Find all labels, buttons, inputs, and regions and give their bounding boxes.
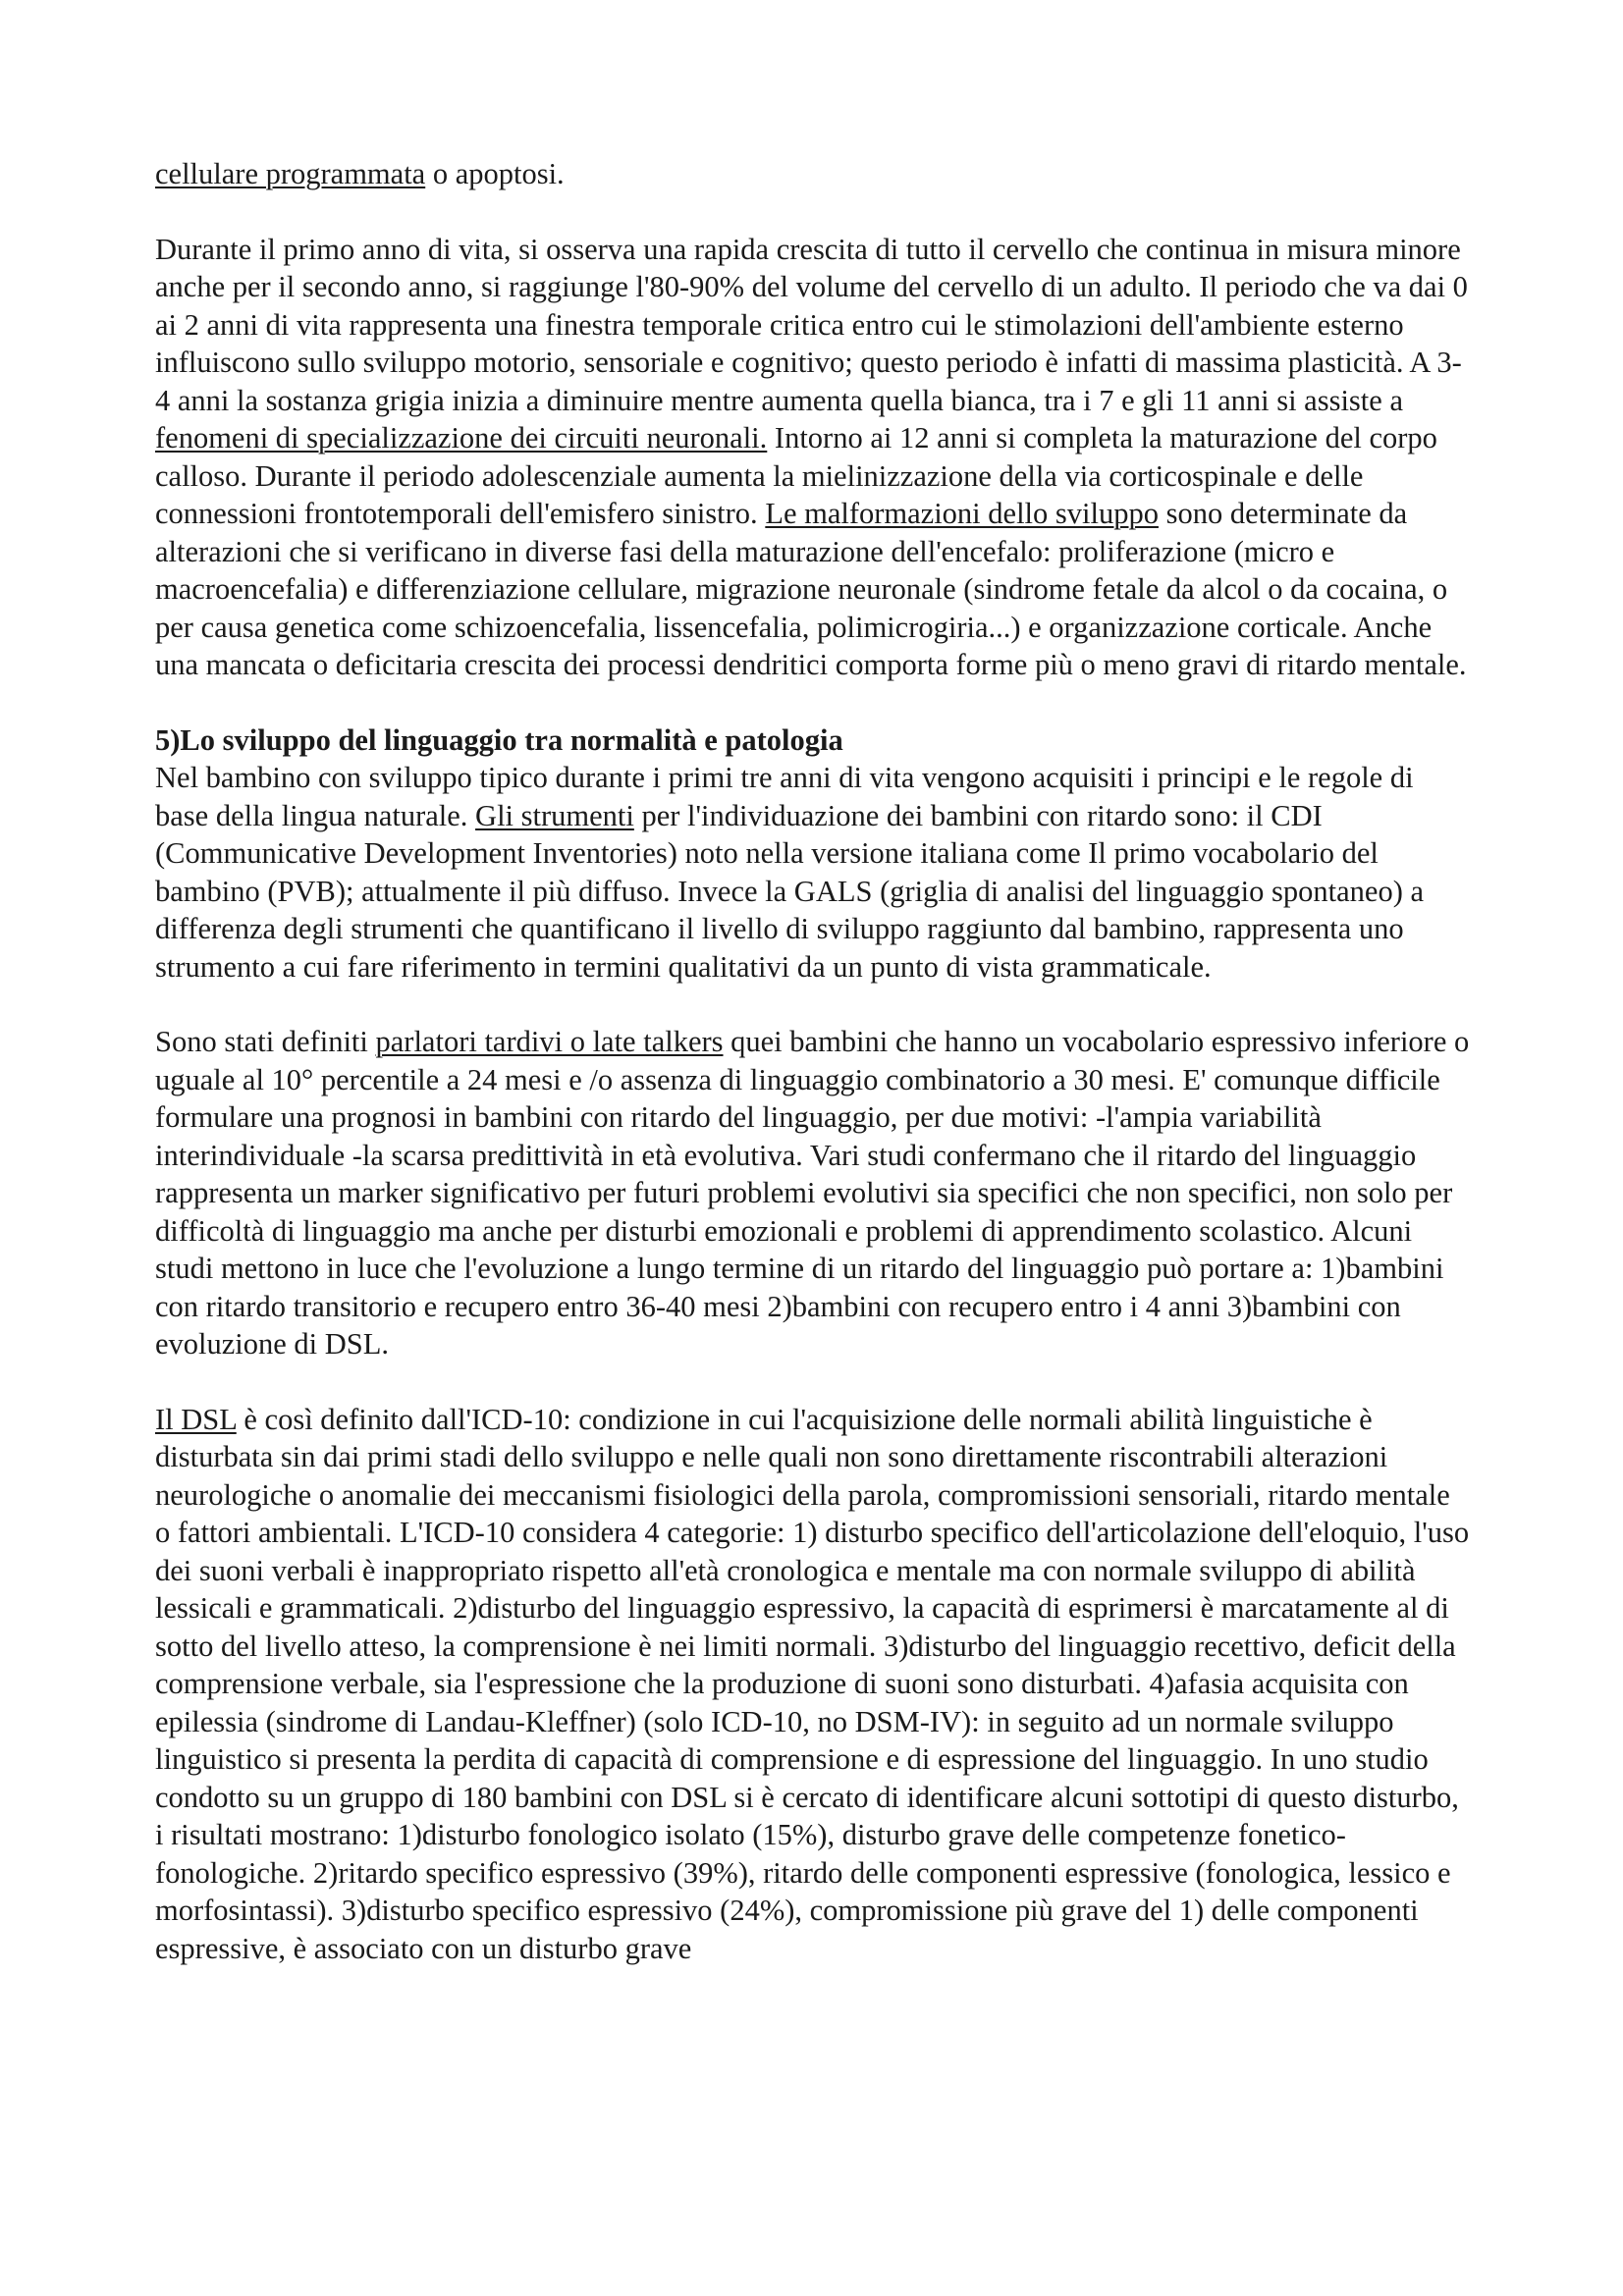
- paragraph-text: o apoptosi.: [425, 157, 565, 190]
- paragraph-text: Nel bambino con sviluppo tipico durante i primi tre anni di vita vengono acquisiti i principi e le regole di base della lingua naturale.: [155, 761, 1414, 832]
- paragraph-late-talkers: [155, 1023, 1471, 1363]
- document-page: [155, 155, 1471, 2004]
- underlined-term: parlatori tardivi o late talkers: [375, 1025, 724, 1058]
- paragraph-text: per l'individuazione dei bambini con ritardo sono: il CDI (Communicative Development Inventories) noto nella versione italiana come Il primo vocabolario del bambino (PVB); attualmente il più diffuso. Invece la GALS (griglia di analisi del linguaggio spontaneo) a differenza degli strumenti che quantificano il livello di sviluppo raggiunto dal bambino, rappresenta uno strumento a cui fare riferimento in termini qualitativi da un punto di vista grammaticale.: [155, 798, 1425, 984]
- underlined-term: Le malformazioni dello sviluppo: [765, 497, 1159, 530]
- paragraph-text: Durante il primo anno di vita, si osserva una rapida crescita di tutto il cervello che continua in misura minore anche per il secondo anno, si raggiunge l'80-90% del volume del cervello di un adulto. Il periodo che va dai 0 ai 2 anni di vita rappresenta una finestra temporale critica entro cui le stimolazioni dell'ambiente esterno influiscono sullo sviluppo motorio, sensoriale e cognitivo; questo periodo è infatti di massima plasticità. A 3-4 anni la sostanza grigia inizia a diminuire mentre aumenta quella bianca, tra i 7 e gli 11 anni si assiste a: [155, 232, 1468, 417]
- section-heading: 5)Lo sviluppo del linguaggio tra normalità e patologia: [155, 722, 843, 757]
- paragraph-text: è così definito dall'ICD-10: condizione in cui l'acquisizione delle normali abilità linguistiche è disturbata sin dai primi stadi dello sviluppo e nelle quali non sono direttamente riscontrabili alterazioni neurologiche o anomalie dei meccanismi fisiologici della parola, compromissioni sensoriali, ritardo mentale o fattori ambientali. L'ICD-10 considera 4 categorie: 1) disturbo specifico dell'articolazione dell'eloquio, l'uso dei suoni verbali è inappropriato rispetto all'età cronologica e mentale ma con normale sviluppo di abilità lessicali e grammaticali. 2)disturbo del linguaggio espressivo, la capacità di esprimersi è marcatamente al di sotto del livello atteso, la comprensione è nei limiti normali. 3)disturbo del linguaggio recettivo, deficit della comprensione verbale, sia l'espressione che la produzione di suoni sono disturbati. 4)afasia acquisita con epilessia (sindrome di Landau-Kleffner) (solo ICD-10, no DSM-IV): in seguito ad un normale sviluppo linguistico si presenta la perdita di capacità di comprensione e di espressione del linguaggio. In uno studio condotto su un gruppo di 180 bambini con DSL si è cercato di identificare alcuni sottotipi di questo disturbo, i risultati mostrano: 1)disturbo fonologico isolato (15%), disturbo grave delle competenze fonetico-fonologiche. 2)ritardo specifico espressivo (39%), ritardo delle componenti espressive (fonologica, lessico e morfosintassi). 3)disturbo specifico espressivo (24%), compromissione più grave del 1) delle componenti espressive, è associato con un disturbo grave: [155, 1402, 1470, 1965]
- paragraph-text: sono determinate da alterazioni che si verificano in diverse fasi della maturazione dell'encefalo: proliferazione (micro e macroencefalia) e differenziazione cellulare, migrazione neuronale (sindrome fetale da alcol o da cocaina, o per causa genetica come schizoencefalia, lissencefalia, polimicrogiria...) e organizzazione corticale. Anche una mancata o deficitaria crescita dei processi dendritici comporta forme più o meno gravi di ritardo mentale.: [155, 497, 1467, 681]
- underlined-term: fenomeni di specializzazione dei circuiti neuronali.: [155, 421, 768, 454]
- paragraph-text: Intorno ai 12 anni si completa la maturazione del corpo calloso. Durante il periodo adolescenziale aumenta la mielinizzazione della via corticospinale e delle connessioni frontotemporali dell'emisfero sinistro.: [155, 421, 1437, 530]
- paragraph-dsl-definition: [155, 1401, 1471, 1968]
- underlined-term: Gli strumenti: [475, 798, 634, 832]
- underlined-term: Il DSL: [155, 1402, 237, 1436]
- paragraph-text: quei bambini che hanno un vocabolario espressivo inferiore o uguale al 10° percentile a 24 mesi e /o assenza di linguaggio combinatorio a 30 mesi. E' comunque difficile formulare una prognosi in bambini con ritardo del linguaggio, per due motivi: -l'ampia variabilità interindividuale -la scarsa predittività in età evolutiva. Vari studi confermano che il ritardo del linguaggio rappresenta un marker significativo per futuri problemi evolutivi sia specifici che non specifici, non solo per difficoltà di linguaggio ma anche per disturbi emozionali e problemi di apprendimento scolastico. Alcuni studi mettono in luce che l'evoluzione a lungo termine di un ritardo del linguaggio può portare a: 1)bambini con ritardo transitorio e recupero entro 36-40 mesi 2)bambini con recupero entro i 4 anni 3)bambini con evoluzione di DSL.: [155, 1025, 1470, 1361]
- paragraph-brain-development: [155, 231, 1471, 684]
- underlined-term: cellulare programmata: [155, 157, 426, 190]
- paragraph-section-5: [155, 721, 1471, 987]
- paragraph-apoptosi: [155, 155, 1471, 193]
- paragraph-text: Sono stati definiti: [155, 1025, 376, 1058]
